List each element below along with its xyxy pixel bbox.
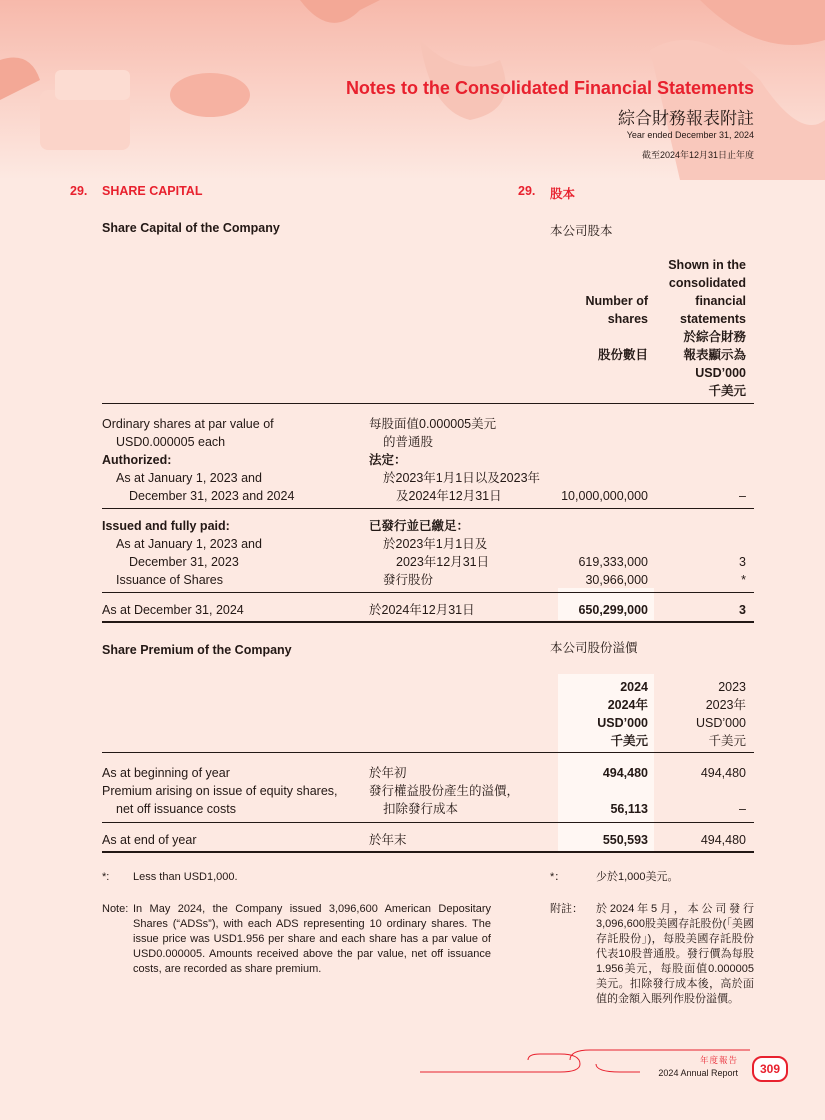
- col-fs-h4: statements: [680, 312, 746, 326]
- row-zh: 每股面值0.000005美元: [369, 417, 497, 431]
- shrimp-shape: [170, 73, 250, 117]
- value-usd: 3: [739, 555, 746, 569]
- value-shares: 10,000,000,000: [561, 489, 648, 503]
- value-usd: –: [739, 489, 746, 503]
- rule-premium-total: [102, 851, 754, 853]
- row-en: Ordinary shares at par value of: [102, 417, 274, 431]
- row-en: As at January 1, 2023 and: [116, 471, 262, 485]
- row-en: December 31, 2023 and 2024: [129, 489, 295, 503]
- value-2024: 494,480: [602, 766, 648, 780]
- row-zh: 於2024年12月31日: [369, 603, 475, 617]
- col-fs-h6: 報表顯示為: [683, 348, 746, 362]
- value-usd-total: 3: [739, 603, 746, 617]
- footer-annual-en: 2024 Annual Report: [658, 1068, 738, 1078]
- col-2023-h3: USD’000: [695, 716, 746, 730]
- rule-header-bottom: [102, 403, 754, 404]
- col-fs-h1: Shown in the: [668, 258, 746, 272]
- col-fs-h8: 千美元: [708, 384, 746, 398]
- page-number: 309: [752, 1056, 788, 1082]
- row-zh: 及2024年12月31日: [396, 489, 502, 503]
- period-zh: 截至2024年12月31日止年度: [641, 150, 754, 160]
- col-2023-h1: 2023: [718, 680, 746, 694]
- rule-total: [102, 621, 754, 623]
- col-fs-h5: 於綜合財務: [683, 330, 746, 344]
- star-mark: *:: [102, 871, 110, 883]
- note-text: In May 2024, the Company issued 3,096,600 American Depositary Shares (“ADSs”), with each ADS representing 10 ordinary shares. The issue price was USD1.956 per share and each share has a par value of USD0.000005. Amounts received above the par value, net off issuance costs, are recorded as share premium.: [133, 903, 491, 975]
- share-capital-title-zh: 本公司股本: [550, 224, 613, 238]
- rule-premium-subtotal: [102, 822, 754, 823]
- col-fs-h3: financial: [695, 294, 746, 308]
- row-zh: 於年初: [369, 766, 407, 780]
- section-number: 29.: [70, 184, 88, 198]
- value-shares-total: 650,299,000: [578, 603, 648, 617]
- section-number-zh: 29.: [518, 184, 536, 198]
- col-fs-h7: USD’000: [695, 366, 746, 380]
- rule-subtotal: [102, 592, 754, 593]
- row-en: As at end of year: [102, 833, 197, 847]
- col-2024-h2: 2024年: [607, 698, 648, 712]
- col-fs-h2: consolidated: [668, 276, 746, 290]
- row-zh: 發行股份: [383, 573, 434, 587]
- value-2023: –: [739, 802, 746, 816]
- period-en: Year ended December 31, 2024: [626, 130, 754, 140]
- share-premium-title: Share Premium of the Company: [102, 643, 292, 657]
- col-2023-h2: 2023年: [705, 698, 746, 712]
- row-zh: 的普通股: [383, 435, 434, 449]
- note-label: Note:: [102, 903, 129, 915]
- note-label-zh: 附註：: [550, 903, 583, 915]
- row-en: Authorized:: [102, 453, 172, 467]
- value-shares: 30,966,000: [585, 573, 648, 587]
- page-title-zh: 綜合財務報表附註: [618, 109, 754, 128]
- row-en: As at January 1, 2023 and: [116, 537, 262, 551]
- page-title: Notes to the Consolidated Financial Statements: [345, 78, 754, 98]
- footer-annual-zh: 年度報告: [699, 1055, 738, 1065]
- row-en: USD0.000005 each: [116, 435, 226, 449]
- section-title-zh: 股本: [550, 187, 576, 201]
- note-text-zh: 於2024年5月，本公司發行3,096,600股美國存託股份(「美國存託股份」)，每股美國存託股份代表10股普通股。發行價為每股1.956美元，每股面值0.000005美元。扣除發行成本後，高於面值的金額入賬列作股份溢價。: [596, 903, 754, 1005]
- col-shares-h2: shares: [607, 312, 648, 326]
- row-zh: 扣除發行成本: [383, 802, 459, 816]
- row-zh: 於2023年1月1日以及2023年: [383, 471, 541, 485]
- row-zh: 發行權益股份產生的溢價，: [369, 784, 520, 798]
- row-zh: 法定：: [369, 453, 407, 467]
- col-2024-h3: USD’000: [597, 716, 648, 730]
- rule-premium-header: [102, 752, 754, 753]
- col-shares-h1: Number of: [585, 294, 648, 308]
- value-2023-total: 494,480: [700, 833, 746, 847]
- row-en: As at beginning of year: [102, 766, 230, 780]
- row-en: Premium arising on issue of equity shares,: [102, 784, 338, 798]
- col-2024-h1: 2024: [620, 680, 648, 694]
- row-en: Issuance of Shares: [116, 573, 224, 587]
- row-zh: 於2023年1月1日及: [383, 537, 488, 551]
- row-en: net off issuance costs: [116, 802, 236, 816]
- value-2023: 494,480: [700, 766, 746, 780]
- share-capital-title: Share Capital of the Company: [102, 221, 280, 235]
- row-zh: 已發行並已繳足：: [369, 519, 470, 533]
- value-2024-total: 550,593: [602, 833, 648, 847]
- value-usd: *: [741, 573, 746, 587]
- row-zh: 2023年12月31日: [396, 555, 490, 569]
- value-shares: 619,333,000: [578, 555, 648, 569]
- row-en: As at December 31, 2024: [102, 603, 244, 617]
- col-2024-h4: 千美元: [610, 734, 648, 748]
- row-en: Issued and fully paid:: [102, 519, 230, 533]
- star-mark-zh: *：: [550, 871, 566, 883]
- rule-authorized: [102, 508, 754, 509]
- star-text-zh: 少於1,000美元。: [596, 871, 679, 883]
- col-2023-h4: 千美元: [708, 734, 746, 748]
- col-shares-h3: 股份數目: [597, 348, 648, 362]
- row-en: December 31, 2023: [129, 555, 239, 569]
- value-2024: 56,113: [610, 802, 648, 816]
- share-premium-title-zh: 本公司股份溢價: [550, 641, 638, 655]
- row-zh: 於年末: [369, 833, 407, 847]
- star-text: Less than USD1,000.: [133, 871, 238, 883]
- section-title: SHARE CAPITAL: [102, 184, 203, 198]
